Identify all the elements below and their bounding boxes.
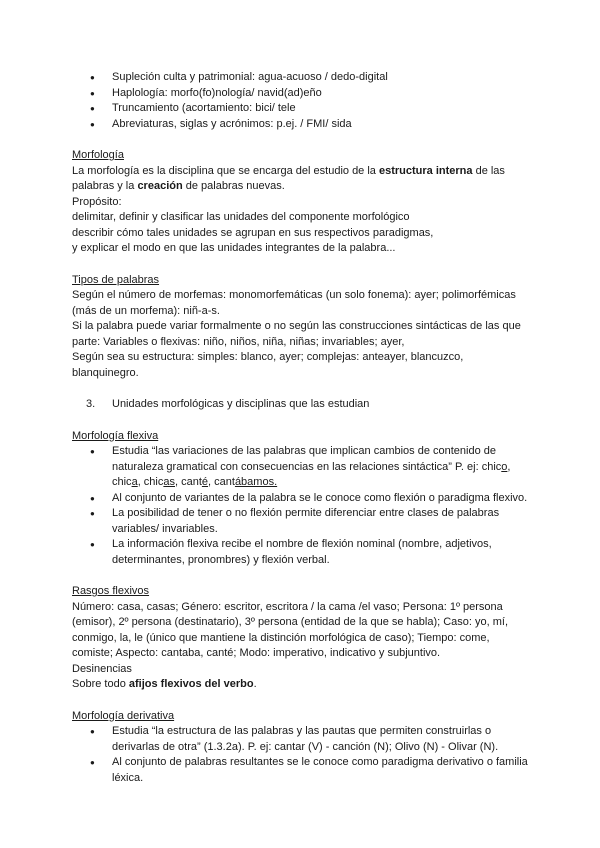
underlined-text: é xyxy=(201,476,209,488)
item-number: 3. xyxy=(86,398,96,410)
list-item: ● La posibilidad de tener o no flexión permite diferenciar entre clases de palabras variables/ invariables. xyxy=(112,506,530,537)
underlined-text: ábamos. xyxy=(234,476,278,488)
tipos-paragraph: Si la palabra puede variar formalmente o no según las construcciones sintácticas de las que parte: Variables o flexivas: niño, niños, niña, niñas; invariables; ayer, xyxy=(72,320,521,348)
list-item: ● Al conjunto de palabras resultantes se le conoce como paradigma derivativo o familia léxica. xyxy=(112,755,530,786)
proposito-label: Propósito: xyxy=(72,195,122,208)
underlined-text: a xyxy=(131,476,138,488)
derivativa-bullet-list xyxy=(72,724,530,786)
item-text: Unidades morfológicas y disciplinas que las estudian xyxy=(112,398,370,410)
tipos-paragraph: Según el número de morfemas: monomorfemáticas (un solo fonema): ayer; polimorfémicas (más de un morfema): niñ-a-s. xyxy=(72,289,516,317)
list-item: ● Haplología: morfo(fo)nología/ navid(ad)eño xyxy=(112,86,530,102)
sobre-todo-line xyxy=(72,677,530,693)
tipos-paragraph: Según sea su estructura: simples: blanco, ayer; complejas: anteayer, blancuzco, blanquinegro. xyxy=(72,351,464,379)
bold-text: estructura interna xyxy=(378,164,473,177)
text-run: , cant xyxy=(208,476,235,488)
list-item: ● La información flexiva recibe el nombre de flexión nominal (nombre, adjetivos, determinantes, pronombres) y flexión verbal. xyxy=(112,537,530,568)
section-heading-rasgos: Rasgos flexivos xyxy=(72,585,150,597)
bold-text: creación xyxy=(137,180,183,192)
morfologia-intro xyxy=(72,164,530,195)
text-run: Sobre todo xyxy=(72,678,129,690)
bold-text: afijos flexivos del verbo xyxy=(128,678,254,690)
proposito-line: y explicar el modo en que las unidades integrantes de la palabra... xyxy=(72,242,396,254)
text-run: de palabras nuevas. xyxy=(182,180,285,192)
proposito-line: describir cómo tales unidades se agrupan en sus respectivos paradigmas, xyxy=(72,226,434,239)
list-item: ● Al conjunto de variantes de la palabra se le conoce como flexión o paradigma flexivo. xyxy=(112,491,530,507)
proposito-line: delimitar, definir y clasificar las unidades del componente morfológico xyxy=(72,211,410,223)
list-item: ● Supleción culta y patrimonial: agua-acuoso / dedo-digital xyxy=(112,70,530,86)
rasgos-paragraph: Número: casa, casas; Género: escritor, escritora / la cama /el vaso; Persona: 1º persona (emisor), 2º persona (destinatario), 3º persona (entidad de la que se habla); Caso: yo, mí, conmigo, la, le (único que mantiene la distinción morfológica de caso); Tiempo: come, comiste; Aspecto: cantaba, canté; Modo: imperativo, indicativo y subjuntivo. xyxy=(72,600,509,659)
list-item: ● Estudia “la estructura de las palabras y las pautas que permiten construirlas o derivarlas de otra” (1.3.2a). P. ej: cantar (V) - canción (N); Olivo (N) - Olivar (N). xyxy=(112,724,530,755)
text-run: . xyxy=(253,678,257,690)
underlined-text: as xyxy=(163,476,175,488)
text-run: , cant xyxy=(175,476,202,488)
top-bullet-list xyxy=(72,70,530,132)
list-item xyxy=(112,444,530,491)
list-item: ● Abreviaturas, siglas y acrónimos: p.ej. / FMI/ sida xyxy=(112,117,530,133)
text-run: , chic xyxy=(112,460,511,488)
desinencias-label: Desinencias xyxy=(72,662,132,675)
section-heading-morfologia: Morfología xyxy=(72,149,124,161)
flexiva-bullet-list xyxy=(72,444,530,568)
text-run: Estudia “las variaciones de las palabras que implican cambios de contenido de naturaleza gramatical con consecuencias en las relaciones sintáctica” P. ej: chic xyxy=(112,445,502,473)
text-run: de las palabras y la xyxy=(72,164,505,192)
section-heading-derivativa: Morfología derivativa xyxy=(72,709,175,722)
numbered-item xyxy=(72,397,530,413)
text-run: La morfología es la disciplina que se encarga del estudio de la xyxy=(72,164,379,177)
underlined-text: o xyxy=(501,460,508,473)
text-run: , chic xyxy=(137,476,164,488)
section-heading-flexiva: Morfología flexiva xyxy=(72,429,159,442)
list-item: ● Truncamiento (acortamiento: bici/ tele xyxy=(112,101,530,117)
section-heading-tipos: Tipos de palabras xyxy=(72,273,160,286)
